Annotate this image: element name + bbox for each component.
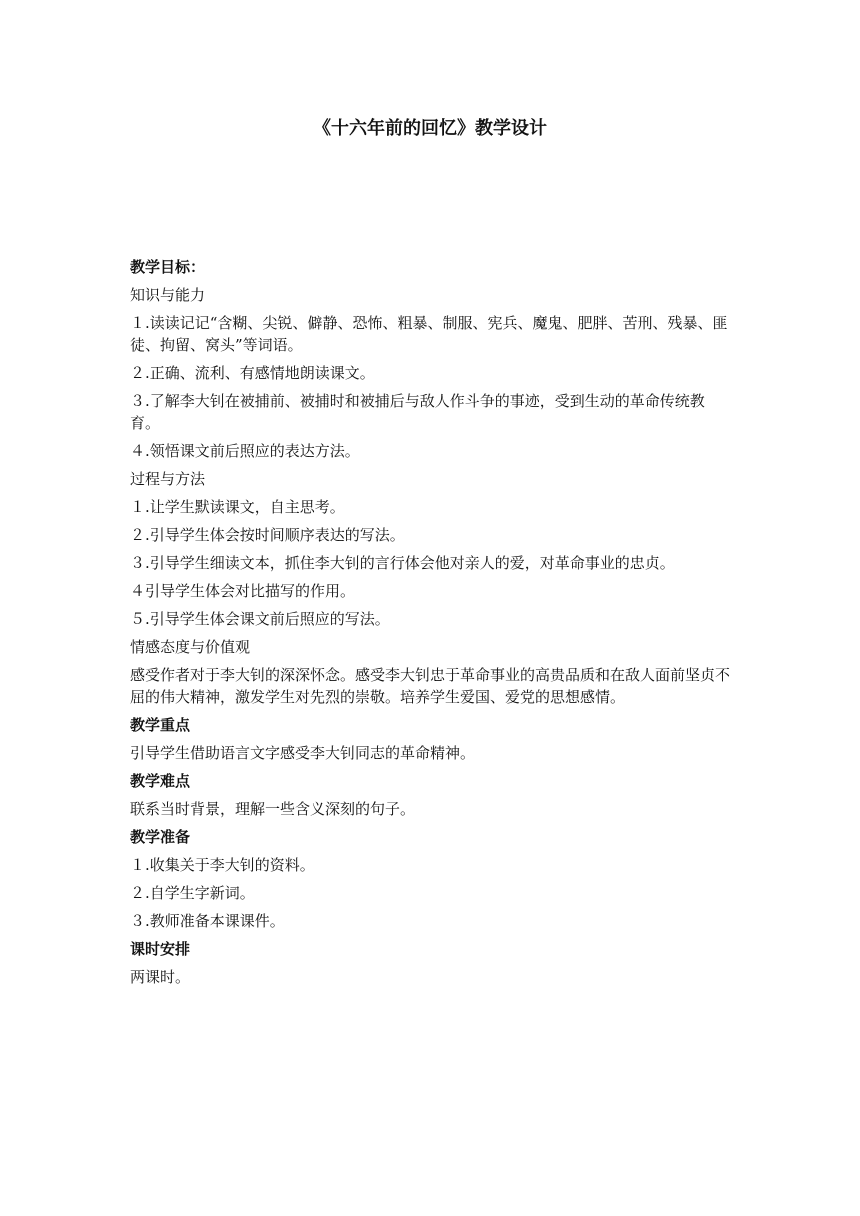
knowledge-heading: 知识与能力: [130, 286, 206, 304]
knowledge-item: ４.领悟课文前后照应的表达方法。: [130, 442, 360, 460]
schedule-text: 两课时。: [130, 968, 191, 986]
emotion-text: 感受作者对于李大钊的深深怀念。感受李大钊忠于革命事业的高贵品质和在敌人面前坚贞不屈的伟大精神，激发学生对先烈的崇敬。培养学生爱国、爱党的思想感情。: [130, 666, 731, 706]
key-points-text: 引导学生借助语言文字感受李大钊同志的革命精神。: [130, 744, 476, 762]
emotion-heading: 情感态度与价值观: [130, 638, 251, 656]
schedule-heading: 课时安排: [130, 940, 191, 958]
preparation-item: ３.教师准备本课课件。: [130, 912, 285, 930]
process-item: １.让学生默读课文，自主思考。: [130, 498, 345, 516]
objectives-heading: 教学目标：: [130, 258, 206, 276]
knowledge-item: １.读读记记“含糊、尖锐、僻静、恐怖、粗暴、制服、宪兵、魔鬼、肥胖、苦刑、残暴、匪徒、拘留、窝头”等词语。: [130, 314, 728, 354]
preparation-heading: 教学准备: [130, 828, 191, 846]
process-heading: 过程与方法: [130, 470, 206, 488]
key-points-heading: 教学重点: [130, 716, 191, 734]
process-item: ４引导学生体会对比描写的作用。: [130, 582, 356, 600]
document-title: 《十六年前的回忆》教学设计: [313, 118, 547, 139]
document-body: [130, 256, 730, 994]
difficulties-text: 联系当时背景，理解一些含义深刻的句子。: [130, 800, 416, 818]
preparation-item: ２.自学生字新词。: [130, 884, 255, 902]
difficulties-heading: 教学难点: [130, 772, 191, 790]
process-item: ５.引导学生体会课文前后照应的写法。: [130, 610, 390, 628]
knowledge-item: ２.正确、流利、有感情地朗读课文。: [130, 364, 375, 382]
preparation-item: １.收集关于李大钊的资料。: [130, 856, 315, 874]
process-item: ２.引导学生体会按时间顺序表达的写法。: [130, 526, 405, 544]
knowledge-item: ３.了解李大钊在被捕前、被捕时和被捕后与敌人作斗争的事迹，受到生动的革命传统教育。: [130, 392, 705, 432]
process-item: ３.引导学生细读文本，抓住李大钊的言行体会他对亲人的爱，对革命事业的忠贞。: [130, 554, 675, 572]
